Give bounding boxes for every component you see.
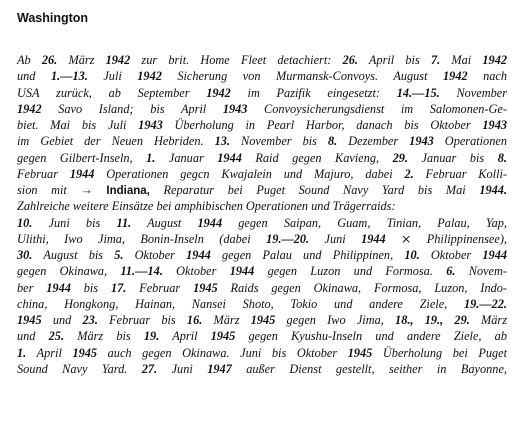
text-segment: Zahlreiche weitere Einsätze bei amphibischen Operationen und Trägerraids: bbox=[17, 199, 396, 214]
text-segment: April bis bbox=[357, 53, 431, 67]
date-number: 11. bbox=[116, 215, 132, 230]
date-number: 1944 bbox=[229, 264, 255, 279]
text-segment: Savo Island; bis April bbox=[41, 101, 223, 116]
text-segment: Oktober bbox=[419, 248, 483, 262]
text-segment: August bis bbox=[32, 248, 115, 262]
date-number: 1945 bbox=[17, 313, 42, 327]
text-segment: Sound Navy Yard. bbox=[17, 361, 142, 376]
text-line bbox=[17, 68, 507, 84]
text-segment: Operationen bbox=[433, 134, 507, 149]
text-line bbox=[17, 328, 507, 344]
text-line bbox=[17, 280, 507, 296]
text-segment: gegen Gilbert-Inseln, bbox=[17, 150, 147, 165]
date-number: 23. bbox=[82, 313, 98, 327]
date-number: 13. bbox=[214, 134, 230, 149]
date-number: 26. bbox=[342, 53, 358, 67]
text-segment: Oktober bbox=[162, 264, 230, 279]
date-number: 1943 bbox=[482, 118, 507, 132]
date-number: 1943 bbox=[138, 118, 163, 132]
text-segment: Juli bbox=[87, 69, 138, 84]
date-number: 1944 bbox=[361, 231, 386, 246]
date-number: 10. bbox=[17, 215, 33, 230]
date-number: 1944 bbox=[197, 215, 223, 230]
date-number: 1943 bbox=[409, 134, 434, 149]
text-segment: Raid gegen Kavieng, bbox=[241, 150, 393, 165]
text-line bbox=[17, 117, 507, 133]
text-segment: außer Dienst gestellt, seither in Bayonne, bbox=[231, 361, 507, 376]
date-number: 10. bbox=[404, 248, 420, 262]
date-number: 1.—13. bbox=[50, 69, 88, 84]
text-segment: Oktober bbox=[123, 248, 187, 262]
date-number: 1. bbox=[17, 345, 27, 360]
date-number: 1945 bbox=[193, 280, 218, 295]
date-number: 1945 bbox=[72, 345, 98, 360]
text-line bbox=[17, 296, 507, 312]
date-number: 1942 bbox=[137, 69, 162, 84]
text-line bbox=[17, 133, 507, 149]
text-segment: Operationen gegcn Kwajalein und Majuro, dabei bbox=[94, 166, 405, 181]
text-segment: Überholung bei Puget bbox=[372, 345, 508, 360]
date-number: 17. bbox=[110, 280, 127, 295]
text-segment: Ulithi, Iwo Jima, Bonin-Inseln (dabei bbox=[17, 231, 267, 246]
text-line bbox=[17, 150, 507, 166]
text-line bbox=[17, 101, 507, 117]
date-number: 1944 bbox=[46, 280, 71, 295]
ship-reference: Indiana, bbox=[106, 185, 150, 197]
text-segment: April bbox=[26, 345, 73, 360]
text-segment: USA zurück, ab September bbox=[17, 85, 207, 100]
text-segment: März bbox=[57, 53, 106, 67]
text-segment: und bbox=[17, 329, 49, 344]
date-number: 2. bbox=[404, 166, 414, 181]
date-number: 1944 bbox=[217, 150, 242, 165]
date-number: 18., bbox=[395, 313, 414, 327]
text-segment: November bis bbox=[229, 134, 328, 149]
text-segment: nach bbox=[467, 69, 508, 84]
text-segment: Mai bbox=[440, 53, 483, 67]
date-number: 19.—20. bbox=[266, 231, 310, 246]
text-segment: gegen Kyushu-Inseln und andere Ziele, ab bbox=[235, 329, 507, 344]
text-line bbox=[17, 231, 507, 247]
text-segment bbox=[414, 313, 425, 327]
text-line bbox=[17, 166, 507, 182]
text-segment: und bbox=[17, 69, 51, 84]
text-segment: zur brit. Home Fleet detachiert: bbox=[130, 53, 343, 67]
text-segment: März bis bbox=[64, 329, 144, 344]
text-segment: Februar bis bbox=[97, 313, 187, 327]
date-number: 27. bbox=[141, 361, 158, 376]
text-segment: Novem- bbox=[455, 264, 507, 279]
text-segment: Februar bbox=[126, 280, 194, 295]
text-segment: china, Hongkong, Hainan, Nansei Shoto, Tokio und andere Ziele, bbox=[17, 296, 464, 311]
date-number: 1943 bbox=[222, 101, 248, 116]
text-segment: gegen Okinawa, bbox=[17, 264, 121, 279]
date-number: 8. bbox=[328, 134, 338, 149]
text-line bbox=[17, 345, 507, 361]
date-number: 1942 bbox=[482, 53, 507, 67]
text-segment: Februar Kolli- bbox=[413, 166, 507, 181]
date-number: 1945 bbox=[347, 345, 373, 360]
date-number: 1942 bbox=[105, 53, 131, 67]
text-segment: und bbox=[41, 313, 83, 327]
date-number: 6. bbox=[446, 264, 456, 279]
date-number: 1944 bbox=[69, 166, 95, 181]
text-segment: Juni bis bbox=[32, 215, 117, 230]
text-segment: März bbox=[202, 313, 251, 327]
date-number: 16. bbox=[186, 313, 203, 327]
text-line bbox=[17, 182, 507, 198]
text-segment: Dezember bbox=[337, 134, 410, 149]
date-number: 19.—22. bbox=[463, 296, 507, 311]
text-segment: Raids gegen Okinawa, Formosa, Luzon, Indo- bbox=[217, 280, 507, 295]
text-line bbox=[17, 215, 507, 231]
date-number: 26. bbox=[41, 53, 58, 67]
text-segment: bis bbox=[70, 280, 111, 295]
date-number: 1944 bbox=[482, 248, 507, 262]
text-segment: ber bbox=[17, 280, 47, 295]
text-segment: März bbox=[469, 313, 507, 327]
text-segment bbox=[443, 313, 454, 327]
text-line bbox=[17, 361, 507, 377]
text-segment: biet. Mai bis Juli bbox=[17, 118, 139, 132]
body-paragraph bbox=[17, 52, 507, 377]
text-line bbox=[17, 247, 507, 263]
date-number: 25. bbox=[48, 329, 65, 344]
date-number: 5. bbox=[114, 248, 124, 262]
text-segment: November bbox=[439, 85, 507, 100]
date-number: 1945 bbox=[210, 329, 236, 344]
text-segment: Februar bbox=[17, 166, 70, 181]
text-segment: Ab bbox=[17, 53, 42, 67]
text-segment: ⨯ Philippinensee), bbox=[385, 231, 508, 246]
section-heading: Washington bbox=[17, 11, 89, 25]
text-segment: gegen Iwo Jima, bbox=[275, 313, 396, 327]
text-segment: Reparatur bei Puget Sound Navy Yard bis Mai bbox=[149, 183, 480, 197]
text-line bbox=[17, 263, 507, 279]
date-number: 1. bbox=[146, 150, 156, 165]
date-number: 1944 bbox=[186, 248, 211, 262]
text-line bbox=[17, 198, 507, 214]
text-segment: Überholung in Pearl Harbor, danach bis Oktober bbox=[162, 118, 483, 132]
text-segment: Januar bis bbox=[407, 150, 498, 165]
text-segment: im Gebiet der Neuen Hebriden. bbox=[17, 134, 215, 149]
text-segment: gegen Saipan, Guam, Tinian, Palau, Yap, bbox=[222, 215, 507, 230]
text-segment: Juni bbox=[309, 231, 362, 246]
text-segment: Januar bbox=[155, 150, 218, 165]
text-segment: gegen Palau und Philippinen, bbox=[210, 248, 405, 262]
text-segment: April bbox=[159, 329, 211, 344]
date-number: 29. bbox=[454, 313, 470, 327]
date-number: 11.—14. bbox=[120, 264, 163, 279]
date-number: 1945 bbox=[250, 313, 276, 327]
text-segment: im Pazifik eingesetzt: bbox=[230, 85, 397, 100]
date-number: 1947 bbox=[207, 361, 232, 376]
text-segment: gegen Luzon und Formosa. bbox=[254, 264, 447, 279]
text-segment: August bbox=[131, 215, 198, 230]
text-segment: Sicherung von Murmansk-Convoys. August bbox=[161, 69, 444, 84]
date-number: 29. bbox=[392, 150, 408, 165]
text-segment: Convoysicherungsdienst im Salomonen-Ge- bbox=[247, 101, 507, 116]
text-line bbox=[17, 52, 507, 68]
date-number: 30. bbox=[17, 248, 33, 262]
date-number: 19. bbox=[143, 329, 160, 344]
date-number: 7. bbox=[430, 53, 441, 67]
date-number: 1942 bbox=[206, 85, 231, 100]
text-line bbox=[17, 312, 507, 328]
text-segment: sion mit → bbox=[17, 183, 107, 197]
date-number: 1944. bbox=[479, 183, 508, 197]
text-line bbox=[17, 85, 507, 101]
date-number: 1942 bbox=[17, 101, 42, 116]
date-number: 1942 bbox=[443, 69, 468, 84]
date-number: 8. bbox=[497, 150, 507, 165]
text-segment: auch gegen Okinawa. Juni bis Oktober bbox=[97, 345, 348, 360]
date-number: 14.—15. bbox=[396, 85, 440, 100]
date-number: 19., bbox=[424, 313, 444, 327]
text-segment: Juni bbox=[157, 361, 208, 376]
